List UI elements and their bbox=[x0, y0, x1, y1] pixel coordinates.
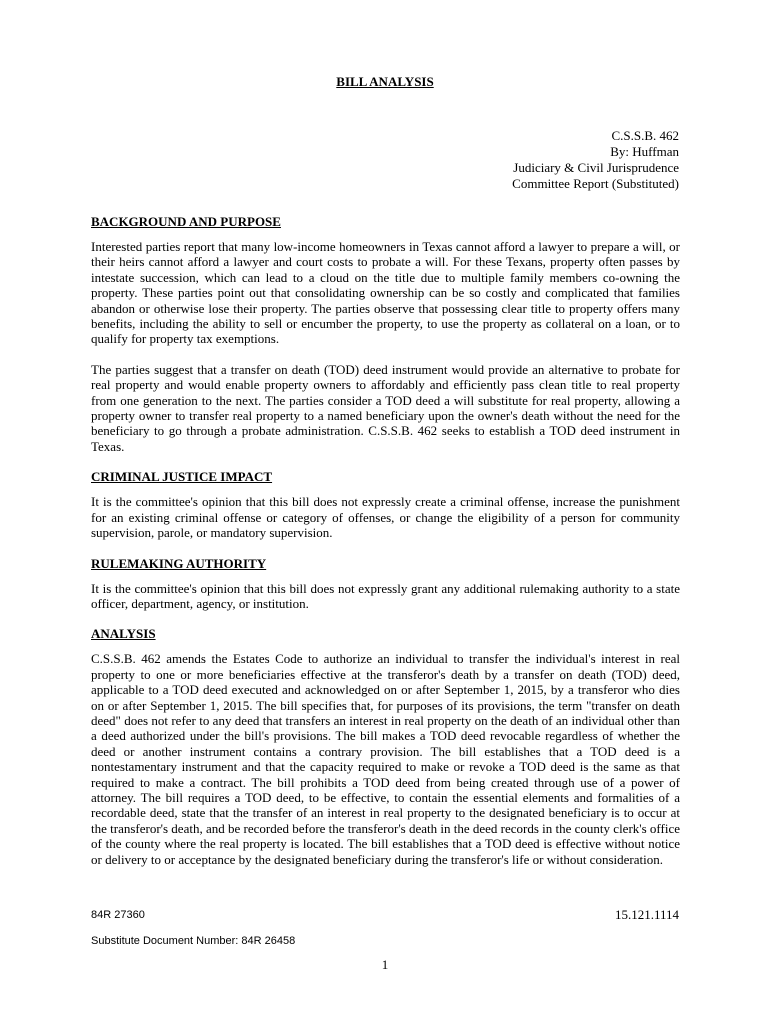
bill-number: C.S.S.B. 462 bbox=[611, 128, 679, 143]
criminal-paragraph: It is the committee's opinion that this bill does not expressly create a criminal offense, increase the punishment for an existing criminal offense or category of offenses, or change the eligibility of a person for community supervision, parole, or mandatory supervision. bbox=[91, 494, 680, 541]
heading-analysis: ANALYSIS bbox=[91, 626, 156, 642]
analysis-paragraph: C.S.S.B. 462 amends the Estates Code to authorize an individual to transfer the individual's interest in real property to one or more beneficiaries effective at the transferor's death by a transfer on death (TOD) deed, applicable to a TOD deed executed and acknowledged on or after September 1, 2015, by a transferor who dies on or after September 1, 2015. The bill specifies that, for purposes of its provisions, the term "transfer on death deed" does not refer to any deed that transfers an interest in real property on the death of an individual other than a deed authorized under the bill's provisions. The bill makes a TOD deed revocable regardless of whether the deed or another instrument contains a contrary provision. The bill establishes that a TOD deed is a nontestamentary instrument and that the capacity required to make or revoke a TOD deed is the same as that required to make a contract. The bill prohibits a TOD deed from being created through use of a power of attorney. The bill requires a TOD deed, to be effective, to contain the essential elements and formalities of a recordable deed, state that the transfer of an interest in real property to the designated beneficiary is to occur at the transferor's death, and be recorded before the transferor's death in the deed records in the county clerk's office of the county where the real property is located. The bill establishes that a TOD deed is effective without notice or delivery to or acceptance by the designated beneficiary during the transferor's life or without consideration. bbox=[91, 651, 681, 867]
report-type: Committee Report (Substituted) bbox=[512, 176, 679, 191]
document-title: BILL ANALYSIS bbox=[336, 74, 434, 89]
rulemaking-paragraph: It is the committee's opinion that this bill does not expressly grant any additional rulemaking authority to a state officer, department, agency, or institution. bbox=[91, 580, 680, 611]
footer-substitute-number: Substitute Document Number: 84R 26458 bbox=[91, 935, 296, 947]
footer-doc-id: 84R 27360 bbox=[91, 909, 145, 921]
bill-author: By: Huffman bbox=[610, 144, 679, 159]
page-number: 1 bbox=[381, 957, 389, 972]
heading-background: BACKGROUND AND PURPOSE bbox=[91, 214, 281, 229]
background-paragraph-2: The parties suggest that a transfer on death (TOD) deed instrument would provide an alternative to probate for real property and would enable property owners to affordably and efficiently pass clean title to real property from one generation to the next. The parties consider a TOD deed a will substitute for real property, allowing a property owner to transfer real property to a named beneficiary upon the owner's death without the need for the beneficiary to go through a probate administration. C.S.S.B. 462 seeks to establish a TOD deed instrument in Texas. bbox=[91, 361, 680, 454]
footer-code: 15.121.1114 bbox=[614, 907, 679, 922]
bill-meta-block bbox=[512, 128, 679, 192]
committee-name: Judiciary & Civil Jurisprudence bbox=[513, 160, 679, 175]
heading-rulemaking: RULEMAKING AUTHORITY bbox=[91, 555, 267, 571]
document-body bbox=[91, 214, 680, 882]
heading-criminal-justice: CRIMINAL JUSTICE IMPACT bbox=[91, 469, 273, 485]
background-paragraph-1: Interested parties report that many low-income homeowners in Texas cannot afford a lawyer to prepare a will, or their heirs cannot afford a lawyer and court costs to probate a will. For these Texans, property often passes by intestate succession, which can lead to a cloud on the title due to multiple family members co-owning the property. These parties point out that consolidating ownership can be so costly and complicated that families abandon or otherwise lose their property. The parties observe that possessing clear title to property offers many benefits, including the ability to sell or encumber the property, to use the property as collateral on a loan, or to qualify for property tax exemptions. bbox=[91, 239, 680, 347]
